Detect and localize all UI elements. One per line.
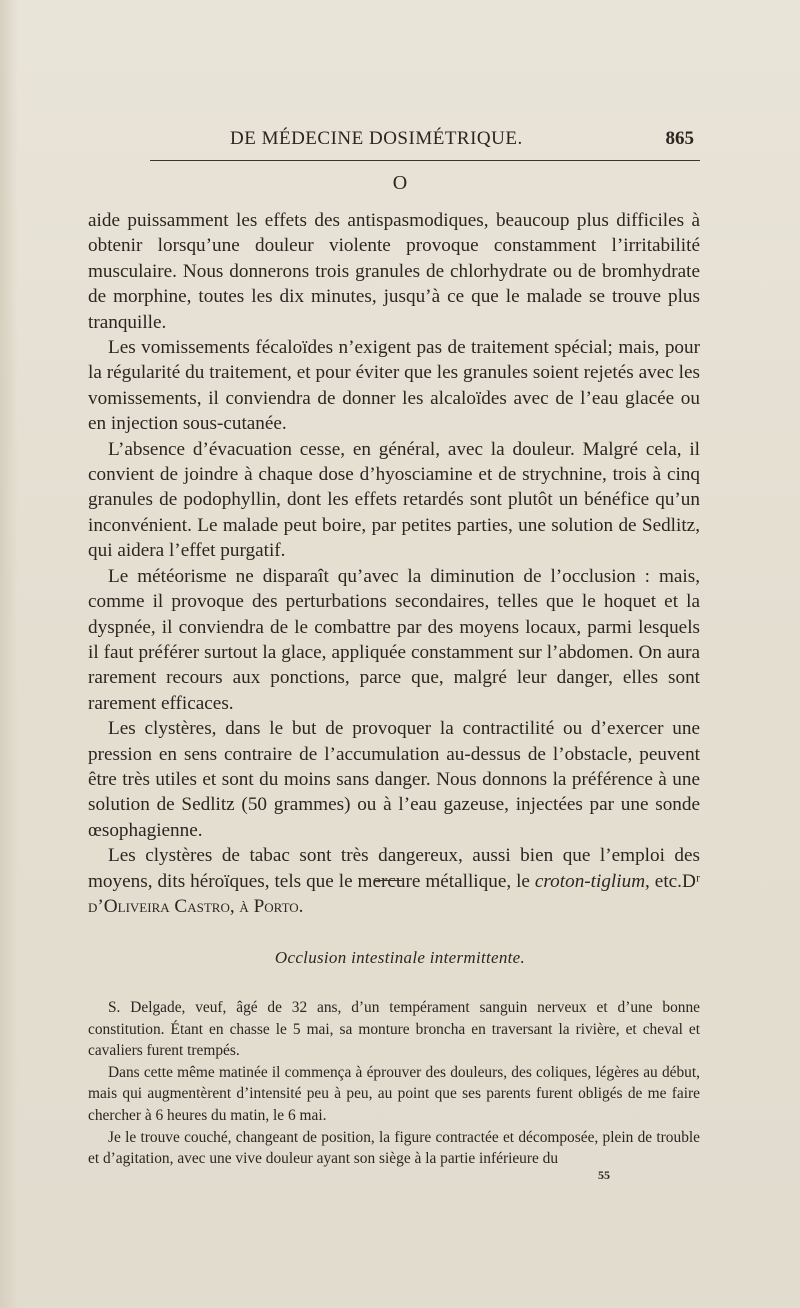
case-paragraph: S. Delgade, veuf, âgé de 32 ans, d’un tempérament sanguin nerveux et d’une bonne constitution. Étant en chasse le 5 mai, sa monture broncha en traversant la rivière, et cheval et cavaliers furent trempés.: [88, 999, 700, 1060]
case-text: [88, 997, 700, 1170]
paragraph: Le météorisme ne disparaît qu’avec la diminution de l’occlusion : mais, comme il provoque des perturbations secondaires, telles que le hoquet et la dyspnée, il conviendra de le combattre par des moyens locaux, parmi lesquels il faut préférer surtout la glace, appliquée constamment sur l’abdomen. On aura rarement recours aux ponctions, parce que, malgré leur danger, elles sont rarement efficaces.: [88, 565, 700, 714]
header-rule: [150, 160, 700, 161]
case-paragraph: Je le trouve couché, changeant de position, la figure contractée et décomposée, plein de trouble et d’agitation, avec une vive douleur ayant son siège à la partie inférieure du: [88, 1128, 700, 1168]
paragraph-tail: , etc.: [645, 870, 682, 892]
section-marker: O: [392, 172, 408, 194]
paragraph: aide puissamment les effets des antispasmodiques, beaucoup plus difficiles à obtenir lorsqu’une douleur violente provoque constamment l’irritabilité musculaire. Nous donnerons trois granules de chlorhydrate ou de bromhydrate de morphine, toutes les dix minutes, jusqu’à ce que le malade se trouve plus tranquille.: [88, 210, 700, 333]
main-text: [88, 208, 700, 919]
author-signature: Dʳ d’Oliveira Castro, à Porto.: [88, 870, 700, 917]
case-title: Occlusion intestinale intermittente.: [274, 948, 526, 967]
paragraph-last: [88, 843, 700, 919]
running-title: DE MÉDECINE DOSIMÉTRIQUE.: [230, 128, 523, 149]
case-paragraph: Dans cette même matinée il commença à éprouver des douleurs, des coliques, légères au début, mais qui augmentèrent d’intensité peu à peu, au point que ses parents furent obligés de me faire chercher à 6 heures du matin, le 6 mai.: [88, 1063, 700, 1124]
section-divider: [374, 880, 402, 881]
sheet-signature: 55: [598, 1168, 610, 1182]
running-header: [150, 128, 700, 154]
paragraph: L’absence d’évacuation cesse, en général, avec la douleur. Malgré cela, il convient de joindre à chaque dose d’hyosciamine et de strychnine, trois à cinq granules de podophyllin, dont les effets retardés sont plutôt un bénéfice qu’un inconvénient. Le malade peut boire, par petites parties, une solution de Sedlitz, qui aidera l’effet purgatif.: [88, 438, 700, 562]
page-number: 865: [665, 128, 694, 149]
page-gutter-shadow: [0, 0, 18, 1308]
paragraph-text: Les clystères de tabac sont très dangereux, aussi bien que l’emploi des moyens, dits héroïques, tels que le mercure métallique, le: [88, 845, 700, 892]
italic-term: croton-tiglium: [534, 870, 646, 892]
paragraph: Les clystères, dans le but de provoquer la contractilité ou d’exercer une pression en sens contraire de l’accumulation au-dessus de l’obstacle, peuvent être très utiles et sont du moins sans danger. Nous donnons la préférence à une solution de Sedlitz (50 grammes) ou à l’eau gazeuse, injectées par une sonde œsophagienne.: [88, 718, 700, 841]
paragraph: Les vomissements fécaloïdes n’exigent pas de traitement spécial; mais, pour la régularité du traitement, et pour éviter que les granules soient rejetés avec les vomissements, il conviendra de donner les alcaloïdes avec de l’eau glacée ou en injection sous-cutanée.: [88, 337, 700, 435]
